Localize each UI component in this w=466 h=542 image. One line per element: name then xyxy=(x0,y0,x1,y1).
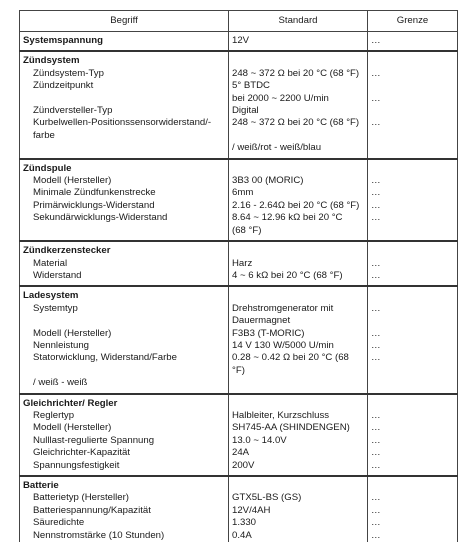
spec-label: Zündsystem-Typ xyxy=(20,68,229,80)
standard-value: 248 ~ 372 Ω bei 20 °C (68 °F) xyxy=(229,117,368,142)
standard-value: bei 2000 ~ 2200 U/min xyxy=(229,93,368,105)
section-ladesystem xyxy=(20,286,458,302)
standard-value: 12V/4AH xyxy=(229,505,368,517)
table-row xyxy=(20,422,458,434)
standard-value: 5° BTDC xyxy=(229,80,368,92)
spec-label: Nulllast-regulierte Spannung xyxy=(20,435,229,447)
spec-label: Widerstand xyxy=(20,270,229,286)
table-row xyxy=(20,505,458,517)
standard-value: GTX5L-BS (GS) xyxy=(229,492,368,504)
standard-value: 2.16 - 2.64Ω bei 20 °C (68 °F) xyxy=(229,200,368,212)
standard-value: Drehstromgenerator mit xyxy=(229,303,368,315)
limit-value: … xyxy=(368,187,458,199)
standard-value: 24A xyxy=(229,447,368,459)
section-title: Systemspannung xyxy=(20,32,229,52)
spec-table xyxy=(19,10,458,542)
standard-value: Halbleiter, Kurzschluss xyxy=(229,410,368,422)
standard-value: / weiß/rot - weiß/blau xyxy=(229,142,368,158)
standard-value: 3B3 00 (MORIC) xyxy=(229,175,368,187)
section-title: Batterie xyxy=(20,476,229,492)
spec-label xyxy=(20,93,229,105)
spec-label: Zündversteller-Typ xyxy=(20,105,229,117)
table-row xyxy=(20,225,458,241)
header-standard: Standard xyxy=(229,11,368,32)
standard-value: SH745-AA (SHINDENGEN) xyxy=(229,422,368,434)
header-grenze: Grenze xyxy=(368,11,458,32)
spec-label: Primärwicklungs-Widerstand xyxy=(20,200,229,212)
limit-value: … xyxy=(368,460,458,476)
standard-value: F3B3 (T-MORIC) xyxy=(229,328,368,340)
spec-label: / weiß - weiß xyxy=(20,377,229,393)
table-row xyxy=(20,258,458,270)
spec-label: Säuredichte xyxy=(20,517,229,529)
table-row xyxy=(20,200,458,212)
standard-value: 14 V 130 W/5000 U/min xyxy=(229,340,368,352)
spec-label: Reglertyp xyxy=(20,410,229,422)
standard-value: Harz xyxy=(229,258,368,270)
table-row xyxy=(20,68,458,80)
spec-label: Batteriespannung/Kapazität xyxy=(20,505,229,517)
limit-value: … xyxy=(368,200,458,212)
standard-value xyxy=(229,377,368,393)
limit-value: … xyxy=(368,117,458,142)
table-row xyxy=(20,340,458,352)
limit-value: … xyxy=(368,447,458,459)
standard-value: 1.330 xyxy=(229,517,368,529)
table-row xyxy=(20,187,458,199)
limit-value: … xyxy=(368,492,458,504)
standard-value: 0.4A xyxy=(229,530,368,542)
spec-label: Nennleistung xyxy=(20,340,229,352)
limit-value: … xyxy=(368,212,458,224)
spec-label: Gleichrichter-Kapazität xyxy=(20,447,229,459)
spec-label: Zündzeitpunkt xyxy=(20,80,229,92)
section-gleichrichter xyxy=(20,394,458,410)
limit-value: … xyxy=(368,303,458,315)
section-zuendkerzenstecker xyxy=(20,241,458,257)
section-batterie xyxy=(20,476,458,492)
table-row xyxy=(20,328,458,340)
table-row xyxy=(20,270,458,286)
spec-label: Systemtyp xyxy=(20,303,229,315)
header-row xyxy=(20,11,458,32)
section-title: Zündspule xyxy=(20,159,229,175)
table-row xyxy=(20,175,458,187)
spec-label: Modell (Hersteller) xyxy=(20,328,229,340)
table-row xyxy=(20,377,458,393)
table-row xyxy=(20,93,458,105)
spec-label: Modell (Hersteller) xyxy=(20,422,229,434)
standard-value: Dauermagnet xyxy=(229,315,368,327)
limit-value: … xyxy=(368,340,458,352)
spec-label: Minimale Zündfunkenstrecke xyxy=(20,187,229,199)
standard-value: (68 °F) xyxy=(229,225,368,241)
spec-label: Material xyxy=(20,258,229,270)
spec-label xyxy=(20,142,229,158)
table-row xyxy=(20,303,458,315)
standard-value: 4 ~ 6 kΩ bei 20 °C (68 °F) xyxy=(229,270,368,286)
section-title: Zündsystem xyxy=(20,51,229,67)
table-row xyxy=(20,142,458,158)
limit-value: … xyxy=(368,410,458,422)
spec-label: Statorwicklung, Widerstand/Farbe xyxy=(20,352,229,377)
limit-value: … xyxy=(368,32,458,52)
limit-value: … xyxy=(368,328,458,340)
spec-label xyxy=(20,225,229,241)
standard-value: Digital xyxy=(229,105,368,117)
limit-value: … xyxy=(368,270,458,286)
limit-value: … xyxy=(368,68,458,80)
limit-value: … xyxy=(368,93,458,105)
table-row xyxy=(20,80,458,92)
limit-value: … xyxy=(368,422,458,434)
section-zuendsystem xyxy=(20,51,458,67)
limit-value: … xyxy=(368,435,458,447)
limit-value: … xyxy=(368,517,458,529)
limit-value: … xyxy=(368,530,458,542)
table-row xyxy=(20,117,458,142)
spec-label: Modell (Hersteller) xyxy=(20,175,229,187)
limit-value: … xyxy=(368,258,458,270)
table-row xyxy=(20,492,458,504)
table-row xyxy=(20,105,458,117)
spec-label xyxy=(20,315,229,327)
table-row xyxy=(20,435,458,447)
table-row xyxy=(20,460,458,476)
table-row xyxy=(20,517,458,529)
table-row xyxy=(20,315,458,327)
standard-value: 13.0 ~ 14.0V xyxy=(229,435,368,447)
section-title: Ladesystem xyxy=(20,286,229,302)
standard-value: 8.64 ~ 12.96 kΩ bei 20 °C xyxy=(229,212,368,224)
header-begriff: Begriff xyxy=(20,11,229,32)
limit-value: … xyxy=(368,352,458,377)
table-row xyxy=(20,447,458,459)
limit-value: … xyxy=(368,175,458,187)
standard-value: 248 ~ 372 Ω bei 20 °C (68 °F) xyxy=(229,68,368,80)
table-row xyxy=(20,410,458,422)
spec-label: Batterietyp (Hersteller) xyxy=(20,492,229,504)
standard-value: 6mm xyxy=(229,187,368,199)
section-systemspannung xyxy=(20,32,458,52)
standard-value: 200V xyxy=(229,460,368,476)
section-title: Gleichrichter/ Regler xyxy=(20,394,229,410)
spec-label: Kurbelwellen-Positionssensorwiderstand/-farbe xyxy=(20,117,229,142)
table-row xyxy=(20,212,458,224)
section-title: Zündkerzenstecker xyxy=(20,241,229,257)
standard-value: 12V xyxy=(229,32,368,52)
table-row xyxy=(20,530,458,542)
spec-label: Spannungsfestigkeit xyxy=(20,460,229,476)
spec-label: Nennstromstärke (10 Stunden) xyxy=(20,530,229,542)
standard-value: 0.28 ~ 0.42 Ω bei 20 °C (68 °F) xyxy=(229,352,368,377)
table-row xyxy=(20,352,458,377)
spec-label: Sekundärwicklungs-Widerstand xyxy=(20,212,229,224)
section-zuendspule xyxy=(20,159,458,175)
limit-value: … xyxy=(368,505,458,517)
